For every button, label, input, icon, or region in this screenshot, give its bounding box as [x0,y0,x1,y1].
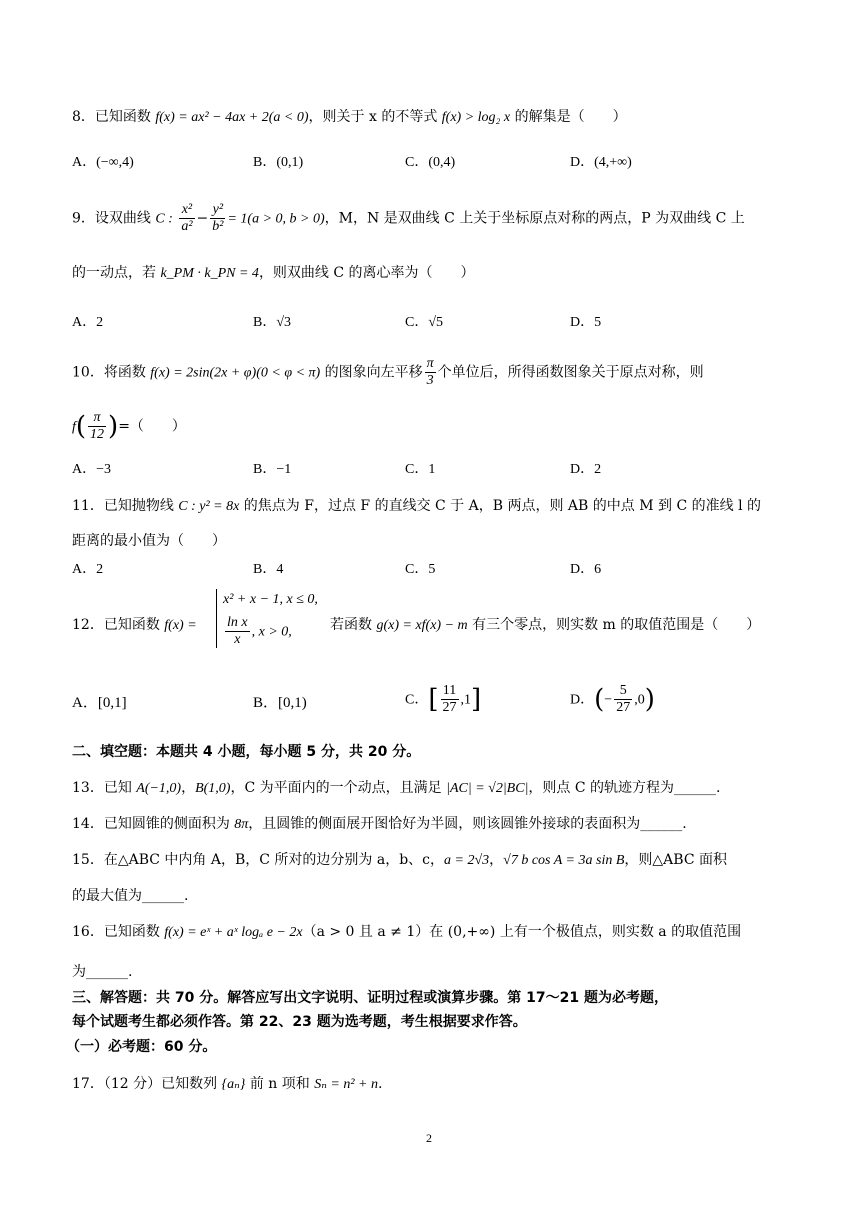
q15-cond: √7 b cos A = 3a sin B [503,853,625,868]
q11-curve: C : y² = 8x [178,499,240,514]
q13-cond: |AC| = √2|BC| [446,781,529,796]
q16: 16．已知函数 f(x) = eˣ + aˣ logₐ e − 2x（a > 0 且 a ≠ 1）在 (0,+∞) 上有一个极值点，则实数 a 的取值范围 [72,924,742,940]
q8-option-a: A．(−∞,4) [72,155,134,170]
q12-lead: 12．已知函数 f(x) = [72,617,197,633]
q10-ask-frac: $\frac{\pi}{12}$ [90,410,105,442]
q17: 17．（12 分）已知数列 {aₙ} 前 n 项和 Sₙ = n² + n. [72,1076,383,1092]
q12-case1: x² + x − 1, x ≤ 0, [223,592,318,607]
q11-stem: 11．已知抛物线 C : y² = 8x 的焦点为 F，过点 F 的直线交 C 于 A，B 两点，则 AB 的中点 M 到 C 的准线 l 的 [72,498,762,514]
q9-option-a: A．2 [72,315,104,330]
q12-option-d: D．(− $\frac{5}{27}$ ,0) [570,683,655,715]
q12-case2-frac: $\frac{\text{ln x}}{x}$ [227,615,248,647]
q11-option-d: D．6 [570,562,602,577]
q17-sum: Sₙ = n² + n [314,1077,378,1092]
q12-piecewise: x² + x − 1, x ≤ 0, $\frac{\text{ln x}}{x}$ , x > 0, [212,589,318,648]
section-3-line1: 三、解答题：共 70 分。解答应写出文字说明、证明过程或演算步骤。第 17～21 题为必考题， [72,990,668,1006]
q10-option-d: D．2 [570,462,602,477]
q9-stem: 9．设双曲线 C : $\frac{\text{x²}}{\text{a²}}$ − $\frac{\text{y²}}{\text{b²}}$ = 1(a > 0, b > 0)，M，N 是双曲线 C 上关于坐标原点对称的两点，P 为双曲线 C 上 [72,202,745,234]
q15: 15．在△ABC 中内角 A，B，C 所对的边分别为 a，b、c，a = 2√3，√7 b cos A = 3a sin B，则△ABC 面积 [72,852,727,868]
q10-fx: f(x) = 2sin(2x + φ)(0 < φ < π) [150,365,321,381]
q16-fx: f(x) = eˣ + aˣ logₐ e − 2x [164,925,303,940]
q10-option-c: C．1 [405,462,436,477]
q9-frac-y: $\frac{\text{y²}}{\text{b²}}$ [212,202,224,234]
section-2-title: 二、填空题：本题共 4 小题，每小题 5 分，共 20 分。 [72,744,421,760]
section-3-line2: 每个试题考生都必须作答。第 22、23 题为选考题，考生根据要求作答。 [72,1014,527,1030]
q10-ask: f( $\frac{\pi}{12}$ )=（ ） [72,410,186,442]
q12-option-c: C．[ $\frac{11}{27}$ ,1] [405,683,482,715]
q10-option-b: B．−1 [253,462,292,477]
q12-option-a: A．[0,1] [72,695,127,711]
q8-fx: f(x) = ax² − 4ax + 2(a < 0) [155,110,309,125]
q9-slope: k_PM · k_PN = 4 [160,266,259,281]
q9-line2: 的一动点，若 k_PM · k_PN = 4，则双曲线 C 的离心率为（ ） [72,265,475,281]
q9-option-d: D．5 [570,315,602,330]
q12-gx: g(x) = xf(x) − m [376,618,468,633]
q8-option-d: D．(4,+∞) [570,155,632,170]
q10-shift-frac: $\frac{\pi}{3}$ [426,356,434,388]
page-number: 2 [426,1131,432,1145]
q10-stem: 10．将函数 f(x) = 2sin(2x + φ)(0 < φ < π) 的图象向左平移 $\frac{\pi}{3}$ 个单位后，所得函数图象关于原点对称，则 [72,356,704,388]
q11-option-a: A．2 [72,562,104,577]
q9-option-c: C．√5 [405,315,444,330]
q11-option-c: C．5 [405,562,436,577]
q11-option-b: B．4 [253,562,284,577]
q12-option-b: B．[0,1) [253,695,307,711]
q9-frac-x: $\frac{\text{x²}}{\text{a²}}$ [181,202,193,234]
q10-option-a: A．−3 [72,462,112,477]
q16-line2: 为______. [72,964,133,980]
q8-option-b: B．(0,1) [253,155,304,170]
q12-stem: 若函数 g(x) = xf(x) − m 有三个零点，则实数 m 的取值范围是（ ） [330,617,761,633]
q13: 13．已知 A(−1,0)，B(1,0)，C 为平面内的一个动点，且满足 |AC| = √2|BC|，则点 C 的轨迹方程为______. [72,780,721,796]
q14: 14．已知圆锥的侧面积为 8π，且圆锥的侧面展开图恰好为半圆，则该圆锥外接球的表面积为______. [72,816,687,832]
q9-option-b: B．√3 [253,315,292,330]
q8-option-c: C．(0,4) [405,155,456,170]
q15-line2: 的最大值为______. [72,888,189,904]
q11-line2: 距离的最小值为（ ） [72,533,226,549]
q8-stem: 8．已知函数 f(x) = ax² − 4ax + 2(a < 0)，则关于 x 的不等式 f(x) > log₂ x 的解集是（ ） [72,109,627,125]
section-3-sub1: （一）必考题：60 分。 [66,1039,217,1055]
q8-ineq: f(x) > log₂ x [441,110,511,125]
